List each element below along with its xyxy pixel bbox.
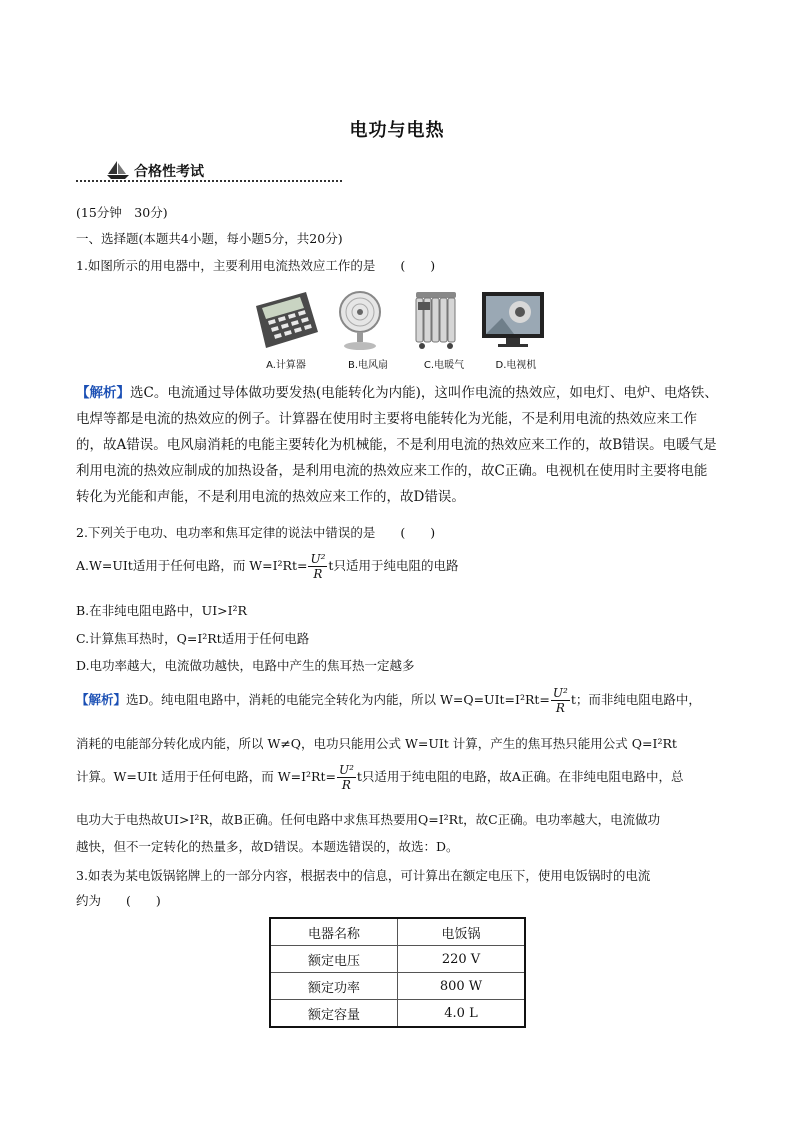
table-row (270, 946, 525, 973)
q2-option-c: C.计算焦耳热时，Q=I²Rt适用于任何电路 (76, 631, 310, 646)
q2-analysis-line-2: 消耗的电能部分转化成内能，所以 W≠Q，电功只能用公式 W=UIt 计算，产生的焦耳热只能用公式 Q=I²Rt (76, 736, 677, 751)
analysis-text: 计算。W=UIt 适用于任何电路，而 W=I²Rt= (76, 769, 336, 784)
q2-option-a (76, 552, 458, 581)
analysis-text: t；而非纯电阻电路中， (570, 692, 701, 707)
table-cell: 额定容量 (270, 1000, 398, 1028)
fraction-numerator: U² (552, 686, 568, 700)
fraction-numerator: U² (310, 552, 326, 566)
table-cell: 800 W (398, 973, 526, 1000)
figure-a (250, 288, 320, 371)
q2-analysis-line-5: 越快，但不一定转化的热量多，故D错误。本题选错误的，故选：D。 (76, 839, 459, 854)
analysis-text: 选D。纯电阻电路中，消耗的电能完全转化为内能，所以 W=Q=UIt=I²Rt= (126, 692, 550, 707)
table-cell: 额定功率 (270, 973, 398, 1000)
q2-option-d: D.电功率越大，电流做功越快，电路中产生的焦耳热一定越多 (76, 658, 415, 673)
q1-analysis-text: 选C。电流通过导体做功要发热(电能转化为内能)，这叫作电流的热效应，如电灯、电炉、电烙铁、电焊等都是电流的热效应的例子。计算器在使用时主要将电能转化为光能，不是利用电流的热效应来工作的，故A错误。电风扇消耗的电能主要转化为机械能，不是利用电流的热效应来工作的，故B错误。电暖气是利用电流的热效应制成的加热设备，是利用电流的热效应来工作的，故C正确。电视机在使用时主要将电能转化为光能和声能，不是利用电流的热效应来工作的，故D错误。 (76, 385, 718, 505)
figure-caption: A.计算器 (266, 360, 306, 371)
table-cell: 额定电压 (270, 946, 398, 973)
fraction-denominator: R (341, 778, 351, 792)
figure-c (408, 288, 478, 371)
fraction (337, 763, 356, 792)
part-heading: 一、选择题(本题共4小题，每小题5分，共20分) (76, 231, 343, 246)
analysis-tag: 【解析】 (76, 692, 127, 707)
fraction-denominator: R (313, 567, 323, 581)
q1-figures (250, 288, 550, 371)
q2-analysis-line-1 (76, 686, 701, 715)
figure-b (332, 288, 402, 371)
table-cell: 220 V (398, 946, 526, 973)
q1-stem: 1.如图所示的用电器中，主要利用电流热效应工作的是 ( ) (76, 258, 436, 273)
fraction-denominator: R (555, 701, 565, 715)
q1-analysis (76, 380, 718, 510)
oil-heater-icon (408, 288, 464, 352)
electric-fan-icon (332, 288, 388, 352)
table-row (270, 973, 525, 1000)
table-row (270, 1000, 525, 1028)
analysis-text: t只适用于纯电阻的电路，故A正确。在非纯电阻电路中，总 (356, 769, 684, 784)
figure-caption: B.电风扇 (347, 360, 389, 371)
option-a-text: A.W=UIt适用于任何电路，而 W=I²Rt= (76, 558, 308, 573)
q3-stem-line-2: 约为 ( ) (76, 893, 161, 908)
television-icon (480, 288, 546, 352)
fraction (551, 686, 570, 715)
fraction (308, 552, 327, 581)
dotted-divider (76, 180, 342, 182)
table-cell: 电饭锅 (398, 918, 526, 946)
table-row (270, 918, 525, 946)
q3-stem-line-1: 3.如表为某电饭锅铭牌上的一部分内容，根据表中的信息，可计算出在额定电压下，使用电饭锅时的电流 (76, 868, 651, 883)
q2-analysis-line-3 (76, 763, 683, 792)
analysis-tag: 【解析】 (76, 385, 130, 401)
figure-caption: D.电视机 (495, 360, 537, 371)
section-label: 合格性考试 (134, 164, 204, 180)
section-header (76, 158, 342, 182)
time-score: (15分钟 30分) (76, 205, 168, 220)
calculator-icon (250, 288, 320, 350)
figure-caption: C.电暖气 (423, 360, 465, 371)
q2-option-b: B.在非纯电阻电路中，UI>I²R (76, 603, 247, 618)
q2-stem: 2.下列关于电功、电功率和焦耳定律的说法中错误的是 ( ) (76, 525, 436, 540)
option-a-text-end: t只适用于纯电阻的电路 (328, 558, 459, 573)
table-cell: 4.0 L (398, 1000, 526, 1028)
fraction-numerator: U² (338, 763, 354, 777)
table-cell: 电器名称 (270, 918, 398, 946)
q2-analysis-line-4: 电功大于电热故UI>I²R，故B正确。任何电路中求焦耳热要用Q=I²Rt，故C正确。电功率越大，电流做功 (76, 812, 661, 827)
figure-d (480, 288, 550, 371)
page-title: 电功与电热 (349, 120, 445, 141)
nameplate-table (269, 917, 526, 1028)
sailboat-icon (106, 160, 130, 180)
